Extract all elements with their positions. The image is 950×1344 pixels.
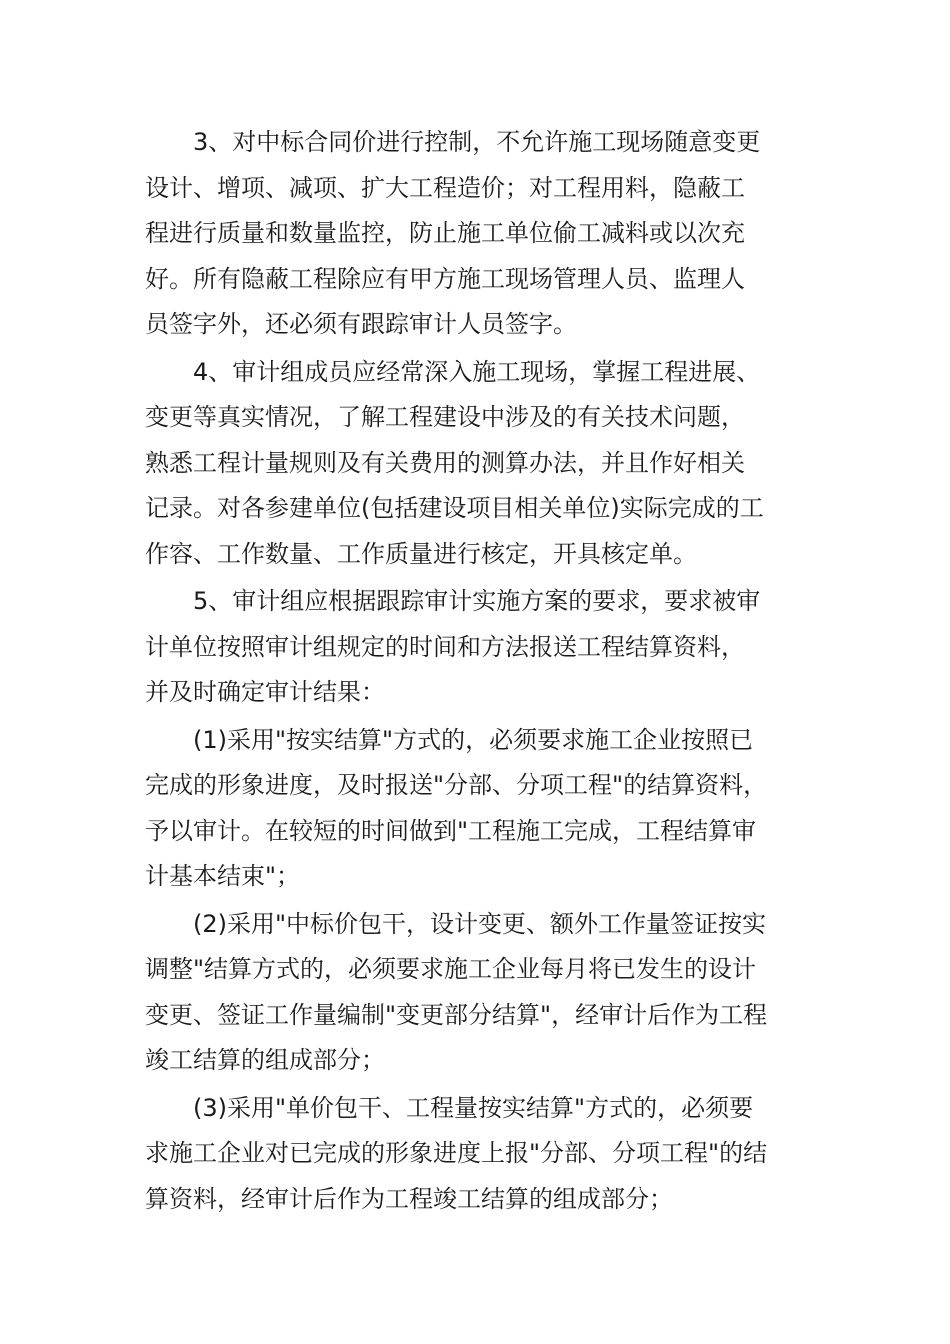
text-line: 4、审计组成员应经常深入施工现场，掌握工程进展、 [193,357,761,386]
text-line: 设计、增项、减项、扩大工程造价；对工程用料，隐蔽工 [145,173,745,202]
text-line: 员签字外，还必须有跟踪审计人员签字。 [145,310,577,338]
text-line: 算资料，经审计后作为工程竣工结算的组成部分； [145,1184,673,1213]
text-line: (1)采用"按实结算"方式的，必须要求施工企业按照已 [193,725,754,754]
text-line: (2)采用"中标价包干，设计变更、额外工作量签证按实 [193,909,767,938]
paragraph-5-3 [145,1086,810,1223]
text-line: 作容、工作数量、工作质量进行核定，开具核定单。 [145,539,697,568]
document-body [145,120,810,1224]
text-line: 5、审计组应根据跟踪审计实施方案的要求，要求被审 [193,587,761,615]
text-line: 并及时确定审计结果： [145,678,385,706]
text-line: 熟悉工程计量规则及有关费用的测算办法，并且作好相关 [145,448,745,477]
text-line: 变更等真实情况，了解工程建设中涉及的有关技术问题， [145,403,745,431]
paragraph-4 [145,350,810,578]
text-line: 变更、签证工作量编制"变更部分结算"，经审计后作为工程 [145,1000,768,1029]
text-line: 计基本结束"； [145,862,301,890]
paragraph-3 [145,120,810,348]
text-line: 好。所有隐蔽工程除应有甲方施工现场管理人员、监理人 [145,264,745,293]
text-line: 竣工结算的组成部分； [145,1046,385,1074]
text-line: 完成的形象进度，及时报送"分部、分项工程"的结算资料， [145,771,768,799]
text-line: 记录。对各参建单位(包括建设项目相关单位)实际完成的工 [145,494,764,522]
text-line: (3)采用"单价包干、工程量按实结算"方式的，必须要 [193,1093,754,1122]
text-line: 计单位按照审计组规定的时间和方法报送工程结算资料， [145,632,745,661]
text-line: 3、对中标合同价进行控制，不允许施工现场随意变更 [193,128,761,156]
paragraph-5-1 [145,718,810,900]
text-line: 程进行质量和数量监控，防止施工单位偷工减料或以次充 [145,219,745,247]
paragraph-5 [145,579,810,716]
text-line: 求施工企业对已完成的形象进度上报"分部、分项工程"的结 [145,1139,768,1167]
paragraph-5-2 [145,902,810,1084]
text-line: 予以审计。在较短的时间做到"工程施工完成，工程结算审 [145,816,757,845]
text-line: 调整"结算方式的，必须要求施工企业每月将已发生的设计 [145,955,757,983]
